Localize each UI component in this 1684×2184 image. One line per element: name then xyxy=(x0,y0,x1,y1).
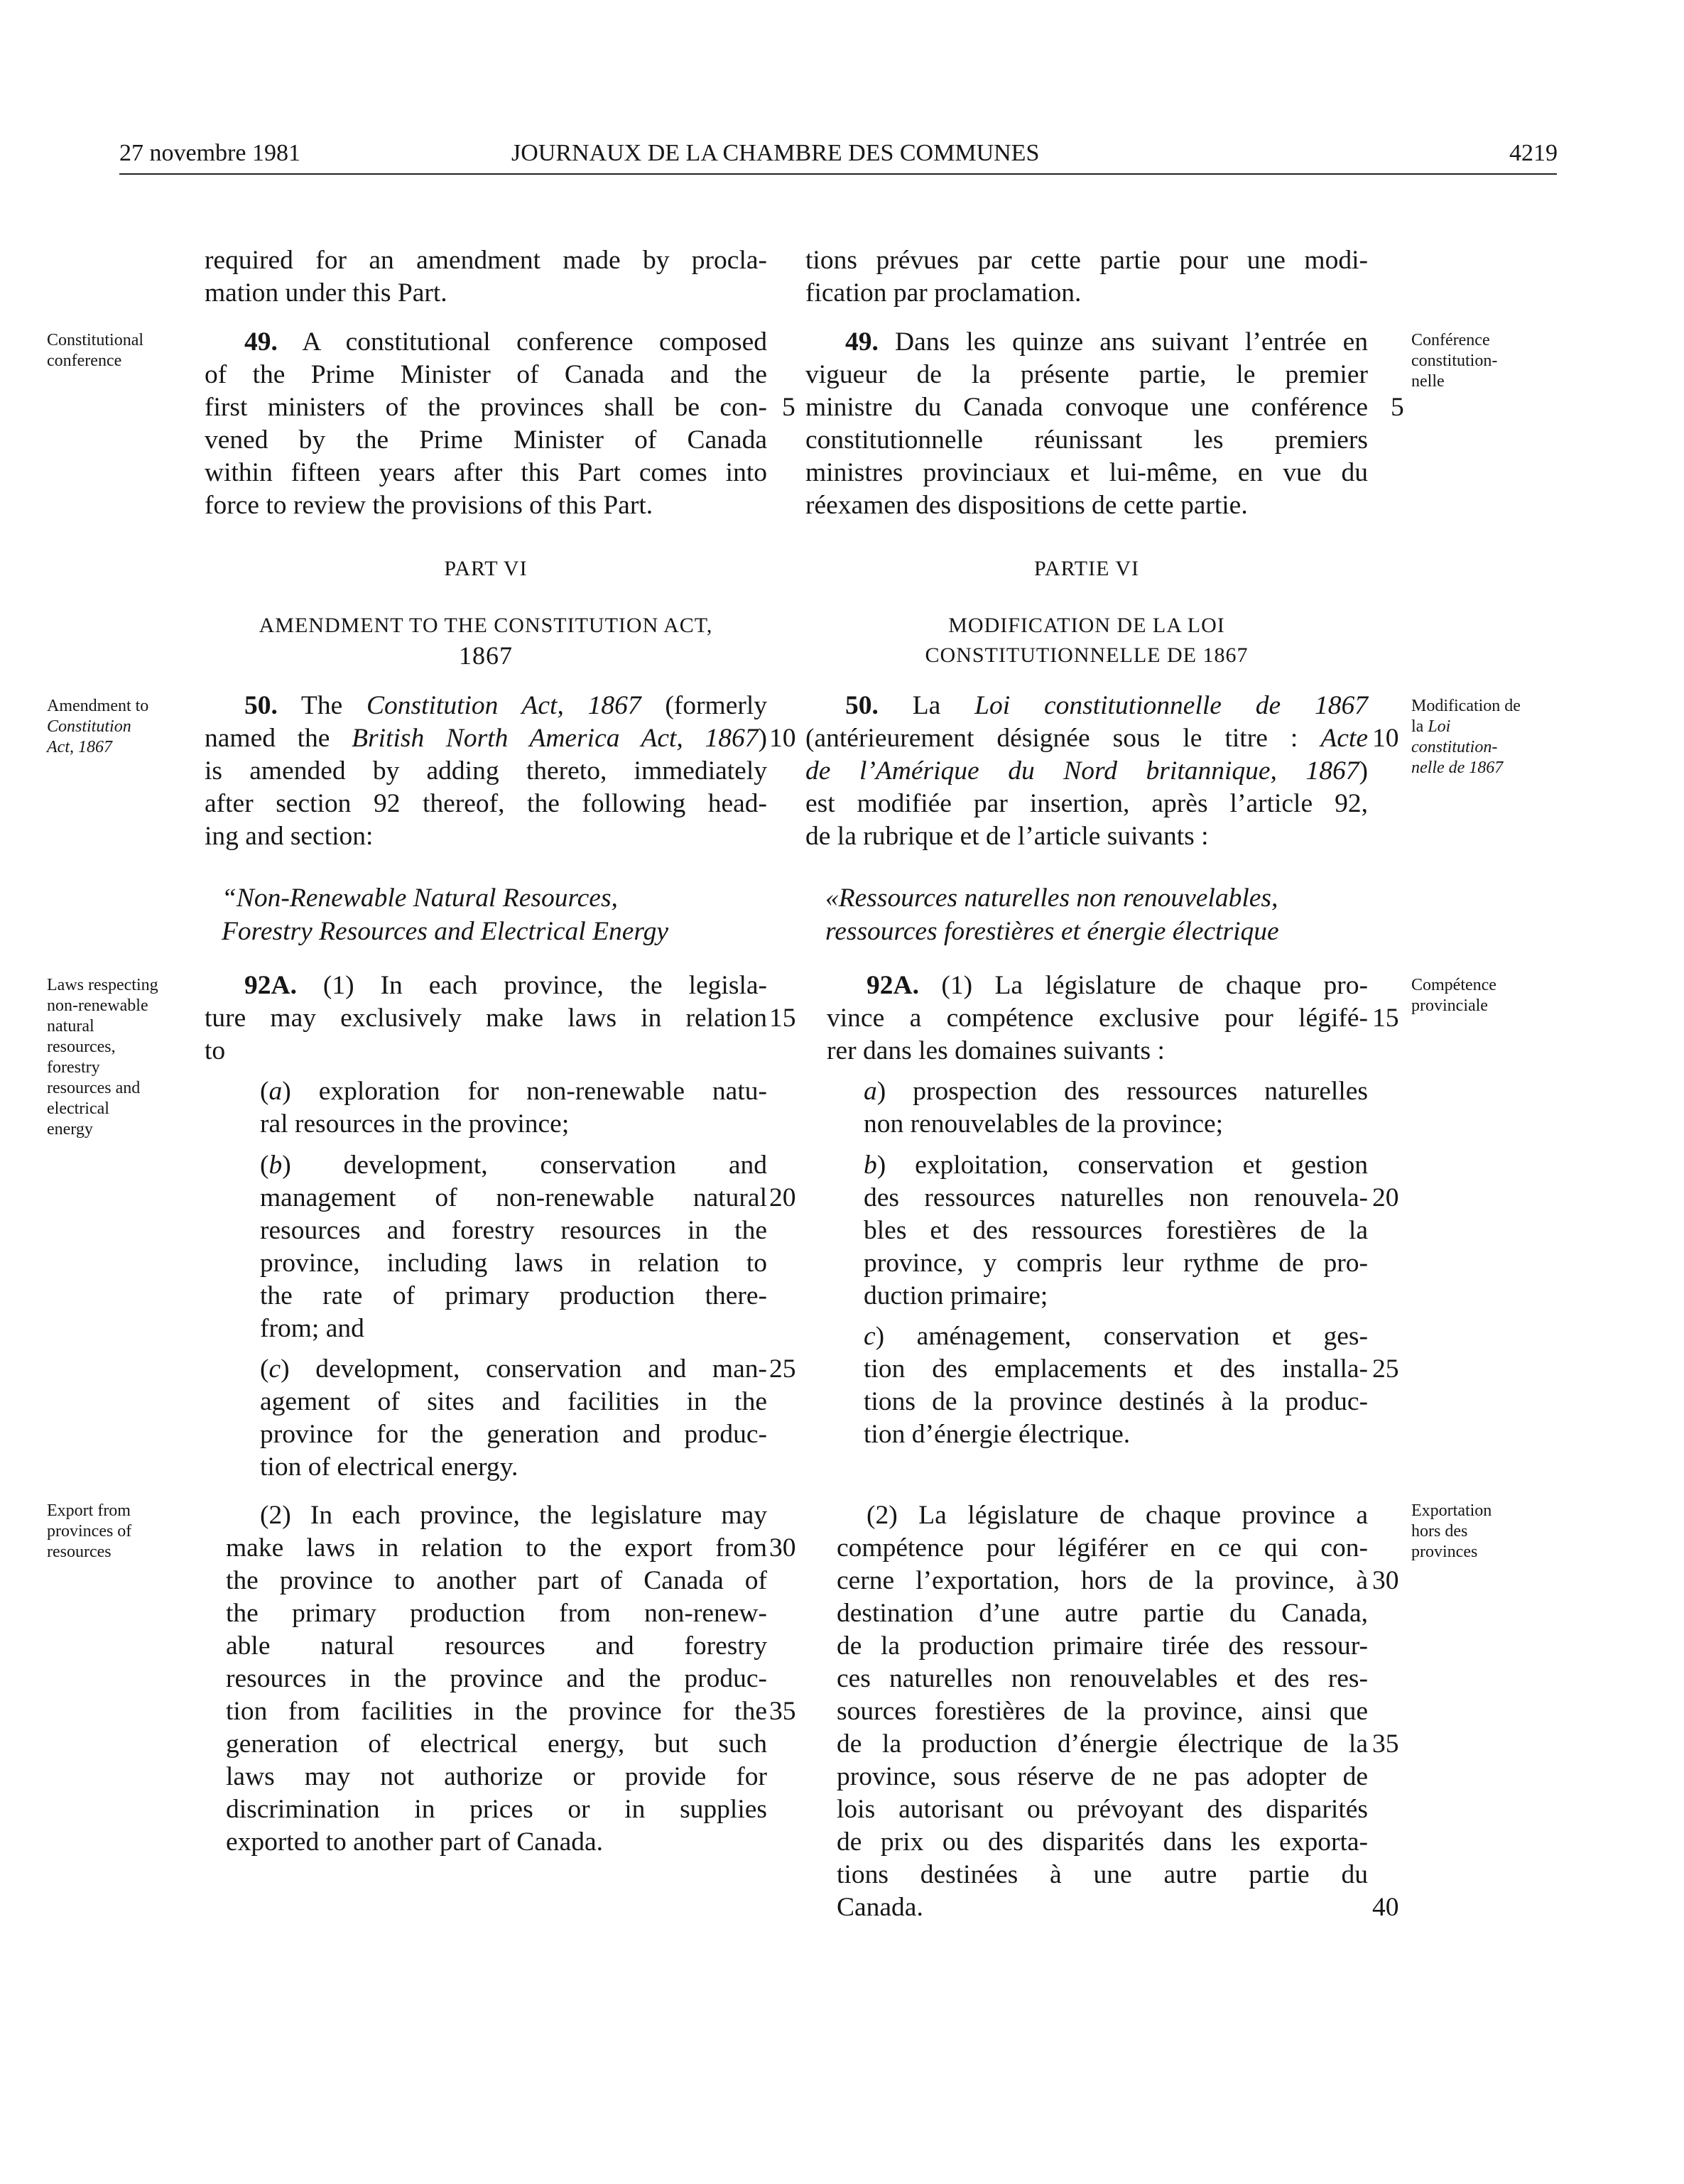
english-para-b: (b) development, conservation and management of non-renewable natural resources and forestry resources in the province, including laws in relation to the rate of primary production there- from; and xyxy=(260,1151,767,1343)
english-section-92a: 92A. (1) In each province, the legisla- ture may exclusively make laws in relation to xyxy=(205,971,767,1065)
line-number-15: 15 xyxy=(769,1004,796,1033)
line-number-20: 20 xyxy=(769,1183,796,1212)
french-new-heading: «Ressources naturelles non renouvelables, ressources forestières et énergie électrique xyxy=(825,884,1279,946)
line-number-20-right: 20 xyxy=(1372,1183,1399,1212)
line-number-5-right: 5 xyxy=(1391,393,1404,422)
english-part-heading: AMENDMENT TO THE CONSTITUTION ACT, 1867 xyxy=(259,614,713,670)
line-number-10-right: 10 xyxy=(1372,724,1399,753)
line-number-15-right: 15 xyxy=(1372,1004,1399,1033)
line-number-5: 5 xyxy=(782,393,795,422)
margin-note-constitutional-conference: Constitutional conference xyxy=(47,331,144,370)
header-date: 27 novembre 1981 xyxy=(119,140,300,166)
header-title: JOURNAUX DE LA CHAMBRE DES COMMUNES xyxy=(511,140,1040,166)
margin-note-competence: Compétence provinciale xyxy=(1411,976,1496,1015)
margin-note-laws-respecting: Laws respecting non-renewable natural resources, forestry resources and electrical energy xyxy=(47,976,158,1139)
line-number-30-right: 30 xyxy=(1372,1566,1399,1595)
french-part-title: PARTIE VI xyxy=(1033,557,1140,580)
french-para-c: c) aménagement, conservation et ges- tion des emplacements et des installa- tions de la province destinés à la produc- tion d’énergie électrique. xyxy=(864,1322,1368,1449)
english-continuation: required for an amendment made by procla- mation under this Part. xyxy=(205,246,767,308)
french-subsection-2: (2) La législature de chaque province a compétence pour légiférer en ce qui con- cerne l’exportation, hors de la province, à destination d’une autre partie du Canada, de la production primaire tirée des ressour- ces naturelles non renouvelables et des res- sources forestières de la province, ainsi que de la production d’énergie électrique de la province, sous réserve de ne pas adopter de lois autorisant ou prévoyant des disparités de prix ou des disparités dans les exporta- tions destinées à une autre partie du Canada. xyxy=(837,1501,1368,1922)
english-part-title: PART VI xyxy=(444,557,528,580)
line-number-30: 30 xyxy=(769,1533,796,1563)
margin-note-modification: Modification de la Loi constitution- nelle de 1867 xyxy=(1411,697,1521,777)
english-new-heading: “Non-Renewable Natural Resources, Forestry Resources and Electrical Energy xyxy=(222,884,668,946)
line-number-25-right: 25 xyxy=(1372,1354,1399,1384)
english-section-50: 50. The Constitution Act, 1867 (formerly named the British North America Act, 1867) is amended by adding thereto, immediately after section 92 thereof, the following head- ing and section: xyxy=(205,691,767,851)
line-number-35: 35 xyxy=(769,1697,796,1726)
french-part-heading: MODIFICATION DE LA LOI CONSTITUTIONNELLE DE 1867 xyxy=(925,614,1249,667)
line-number-25: 25 xyxy=(769,1354,796,1384)
line-number-10: 10 xyxy=(769,724,796,753)
margin-note-conference: Conférence constitution- nelle xyxy=(1411,331,1498,391)
margin-note-exportation: Exportation hors des provinces xyxy=(1411,1501,1492,1561)
french-section-50: 50. La Loi constitutionnelle de 1867 (antérieurement désignée sous le titre : Acte de l’Amérique du Nord britannique, 1867) est modifiée par insertion, après l’article 92, de la rubrique et de l’article suivants : xyxy=(805,691,1368,851)
french-section-92a: 92A. (1) La législature de chaque pro- vince a compétence exclusive pour légifé- rer dans les domaines suivants : xyxy=(827,971,1368,1065)
english-subsection-2: (2) In each province, the legislature may make laws in relation to the export from the province to another part of Canada of the primary production from non-renew- able natural resources and forestry resources in the province and the produc- tion from facilities in the province for the generation of electrical energy, but such laws may not authorize or provide for discrimination in prices or in supplies exported to another part of Canada. xyxy=(226,1501,767,1857)
french-continuation: tions prévues par cette partie pour une modi- fication par proclamation. xyxy=(805,246,1368,308)
french-section-49: 49. Dans les quinze ans suivant l’entrée en vigueur de la présente partie, le premier ministre du Canada convoque une conférence constitutionnelle réunissant les premiers ministres provinciaux et lui-même, en vue du réexamen des dispositions de cette partie. xyxy=(805,327,1368,520)
header-rule xyxy=(119,173,1557,175)
english-section-49: 49. A constitutional conference composed of the Prime Minister of Canada and the first ministers of the provinces shall be con- vened by the Prime Minister of Canada within fifteen years after this Part comes into force to review the provisions of this Part. xyxy=(205,327,767,520)
margin-note-export: Export from provinces of resources xyxy=(47,1501,132,1561)
line-number-35-right: 35 xyxy=(1372,1729,1399,1759)
french-para-a: a) prospection des ressources naturelles non renouvelables de la province; xyxy=(864,1077,1368,1139)
english-para-a: (a) exploration for non-renewable natu- ral resources in the province; xyxy=(260,1077,767,1139)
english-para-c: (c) development, conservation and man- agement of sites and facilities in the province for the generation and produc- tion of electrical energy. xyxy=(260,1354,767,1482)
line-number-40: 40 xyxy=(1372,1893,1399,1922)
page-number: 4219 xyxy=(1509,140,1558,166)
french-para-b: b) exploitation, conservation et gestion des ressources naturelles non renouvela- bles et des ressources forestières de la province, y compris leur rythme de pro- duction primaire; xyxy=(864,1151,1368,1310)
margin-note-amendment: Amendment to Constitution Act, 1867 xyxy=(47,697,149,756)
